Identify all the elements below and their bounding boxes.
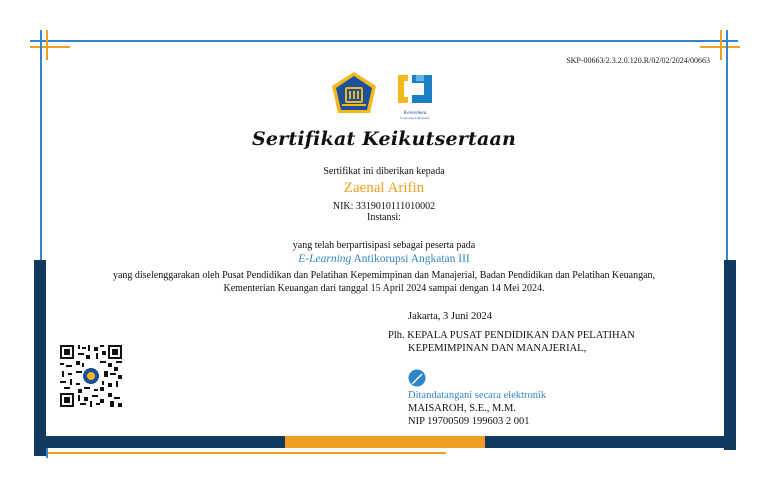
recipient-name: Zaenal Arifin — [343, 180, 425, 196]
corner-tl-orange-h — [30, 46, 70, 48]
corpu-logo-text: Kemenkeu — [403, 110, 427, 116]
kemenkeu-corpu-logo-icon — [394, 73, 436, 121]
bottom-orange-line — [46, 452, 446, 454]
certificate-title: Sertifikat Keikutsertaan — [251, 128, 517, 150]
signature-block — [388, 310, 635, 428]
event-name-rest: Antikorupsi Angkatan III — [351, 253, 470, 265]
electronic-signature-icon — [388, 369, 635, 387]
signer-name: MAISAROH, S.E., M.M. — [408, 403, 516, 414]
organizer-line-1: yang diselenggarakan oleh Pusat Pendidikan dan Pelatihan Kepemimpinan dan Manajerial, Badan Pendidikan dan Pelatihan Keuangan, — [112, 270, 656, 281]
bottom-left-tick — [46, 448, 48, 458]
organizer-line-2: Kementerian Keuangan dari tanggal 15 April 2024 sampai dengan 14 Mei 2024. — [223, 283, 545, 294]
position-prefix: Plh. — [388, 330, 405, 341]
corner-tl-orange-v — [46, 30, 48, 60]
corner-tr-orange-v — [720, 30, 722, 60]
qr-code-icon — [60, 345, 122, 407]
participation-text: yang telah berpartisipasi sebagai peserta pada — [292, 240, 476, 251]
position-line-1 — [388, 329, 635, 342]
frame-top-line — [30, 40, 738, 42]
event-name — [0, 253, 768, 265]
given-to-label: Sertifikat ini diberikan kepada — [323, 166, 445, 177]
position-title-1: KEPALA PUSAT PENDIDIKAN DAN PELATIHAN — [407, 330, 635, 341]
corpu-logo-subtext: Corporate University — [400, 116, 430, 120]
esign-text: Ditandatangani secara elektronik — [408, 390, 547, 401]
position-line-2: KEPEMIMPINAN DAN MANAJERIAL, — [408, 343, 587, 354]
kemenkeu-emblem-icon — [330, 71, 378, 117]
nik-label: NIK: 3319010111010002 — [332, 201, 436, 212]
document-number: SKP-00663/2.3.2.0.120.R/02/02/2024/00663 — [566, 56, 710, 65]
instansi-label: Instansi: — [367, 212, 401, 223]
bottom-orange-accent — [285, 436, 485, 448]
signer-nip: NIP 19700509 199603 2 001 — [408, 416, 530, 427]
event-name-italic: E-Learning — [298, 253, 352, 265]
place-date: Jakarta, 3 Juni 2024 — [408, 311, 492, 322]
